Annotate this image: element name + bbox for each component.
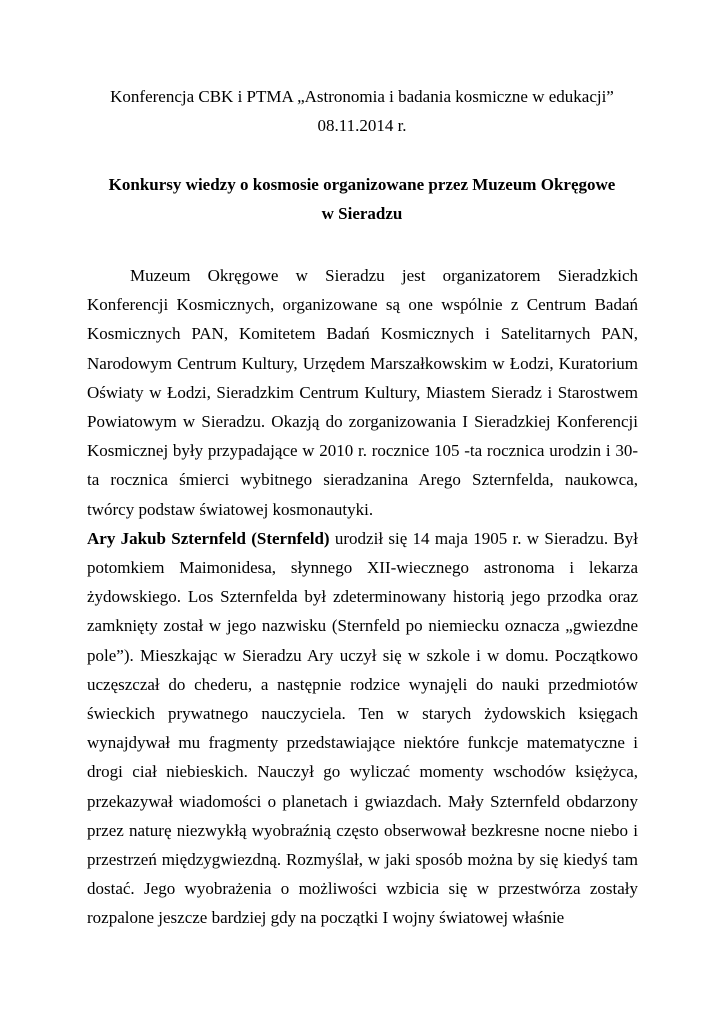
paragraph-szternfeld-bio: [87, 524, 638, 933]
document-body: [87, 261, 638, 933]
document-title-line-2: w Sieradzu: [321, 204, 403, 223]
conference-title: Konferencja CBK i PTMA „Astronomia i badania kosmiczne w edukacji”: [110, 87, 614, 106]
paragraph-szternfeld-text: urodził się 14 maja 1905 r. w Sieradzu. Był potomkiem Maimonidesa, słynnego XII-wiecznego astronoma i lekarza żydowskiego. Los Szternfelda był zdeterminowany historią jego przodka oraz zamknięty został w jego nazwisku (Sternfeld po niemiecku oznacza „gwiezdne pole”). Mieszkając w Sieradzu Ary uczył się w szkole i w domu. Początkowo uczęszczał do chederu, a następnie rodzice wynajęli do nauki przedmiotów świeckich prywatnego nauczyciela. Ten w starych żydowskich księgach wynajdywał mu fragmenty przedstawiające niektóre funkcje matematyczne i drogi ciał niebieskich. Nauczył go wyliczać momenty wschodów księżyca, przekazywał wiadomości o planetach i gwiazdach. Mały Szternfeld obdarzony przez naturę niezwykłą wyobraźnią często obserwował bezkresne nocne niebo i przestrzeń międzygwiezdną. Rozmyślał, w jaki sposób można by się kiedyś tam dostać. Jego wyobrażenia o możliwości wzbicia się w przestwórza zostały rozpalone jeszcze bardziej gdy na początki I wojny światowej właśnie: [87, 528, 638, 928]
document-title-line-1: Konkursy wiedzy o kosmosie organizowane przez Muzeum Okręgowe: [108, 175, 616, 194]
paragraph-museum-intro: Muzeum Okręgowe w Sieradzu jest organizatorem Sieradzkich Konferencji Kosmicznych, organizowane są one wspólnie z Centrum Badań Kosmicznych PAN, Komitetem Badań Kosmicznych i Satelitarnych PAN, Narodowym Centrum Kultury, Urzędem Marszałkowskim w Łodzi, Kuratorium Oświaty w Łodzi, Sieradzkim Centrum Kultury, Miastem Sieradz i Starostwem Powiatowym w Sieradzu. Okazją do zorganizowania I Sieradzkiej Konferencji Kosmicznej były przypadające w 2010 r. rocznice 105 -ta rocznica urodzin i 30-ta rocznica śmierci wybitnego sieradzanina Arego Szternfelda, naukowca, twórcy podstaw światowej kosmonautyki.: [87, 266, 638, 519]
person-name-bold: Ary Jakub Szternfeld (Sternfeld): [87, 528, 330, 548]
conference-date: 08.11.2014 r.: [317, 116, 407, 135]
